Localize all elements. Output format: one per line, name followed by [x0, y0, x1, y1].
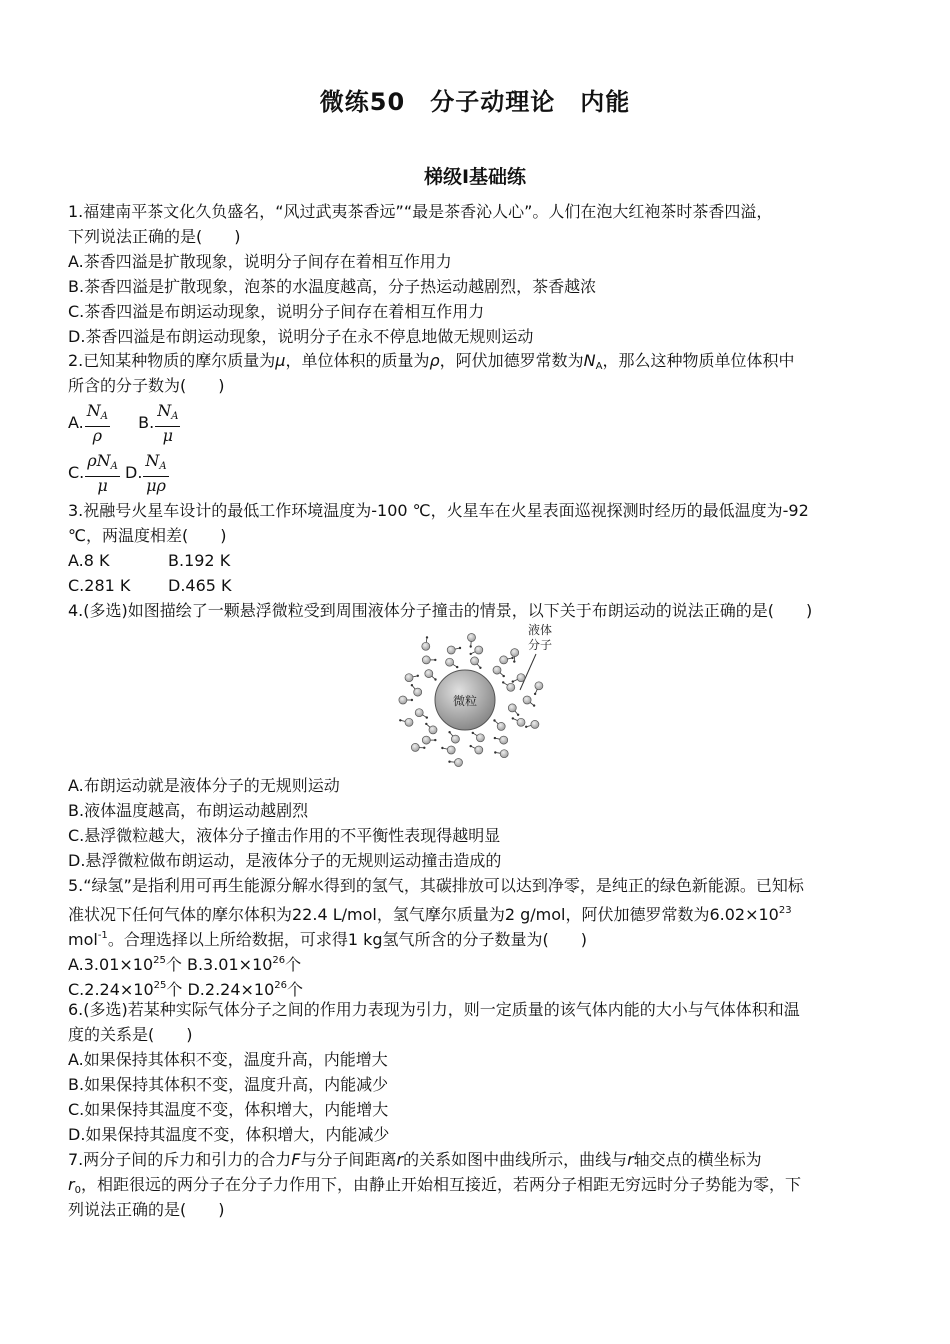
q6-option-a: A.如果保持其体积不变，温度升高，内能增大 — [68, 1050, 388, 1069]
q2-stem-line2: 所含的分子数为( ) — [68, 376, 225, 395]
molecule-arrow-head — [472, 732, 474, 734]
q5-option-d-exp: 26 — [274, 980, 288, 991]
q2-options-row1 — [68, 402, 180, 445]
molecule-arrow-head — [517, 714, 519, 716]
q2-option-c-label: C. — [68, 463, 85, 482]
q3-options-row2 — [68, 575, 232, 597]
q5-option-c: C.2.24×10 — [68, 980, 154, 999]
liquid-molecule — [523, 696, 531, 704]
q2-text-d: ，那么这种物质单位体积中 — [602, 351, 795, 370]
q7-var-r0: r — [68, 1175, 75, 1194]
q2-d-num: N — [145, 451, 160, 470]
q2-options-row2 — [68, 452, 169, 495]
liquid-molecule — [497, 722, 505, 730]
molecule-arrow-head — [456, 666, 458, 668]
q2-b-num: N — [157, 401, 172, 420]
q7-var-r: r — [396, 1150, 404, 1169]
q2-option-a-label: A. — [68, 413, 84, 432]
liquid-molecule — [475, 746, 483, 754]
q2-mu: μ — [275, 351, 286, 370]
q7-stem-line2 — [68, 1174, 801, 1202]
molecule-arrow-head — [426, 636, 428, 638]
q7-stem-line1 — [68, 1149, 762, 1171]
q5-option-a: A.3.01×10 — [68, 955, 154, 974]
q2-c-num: ρN — [87, 451, 111, 470]
q2-a-den: ρ — [92, 426, 103, 445]
liquid-molecule — [511, 649, 519, 657]
q5-line3-exponent: -1 — [97, 930, 108, 941]
q2-a-num-sub: A — [100, 411, 108, 422]
liquid-molecule — [517, 718, 525, 726]
q2-na: N — [583, 351, 596, 370]
q2-c-den: μ — [97, 476, 108, 495]
q3-option-c: C.281 K — [68, 576, 131, 595]
q2-text-b: ，单位体积的质量为 — [285, 351, 430, 370]
q5-line3-unit: mol — [68, 930, 98, 949]
q3-option-d: D.465 K — [168, 576, 232, 595]
q4-option-b: B.液体温度越高，布朗运动越剧烈 — [68, 801, 309, 820]
q5-line2-exponent: 23 — [778, 905, 792, 916]
molecule-arrow-head — [434, 678, 436, 680]
q5-option-b-exp: 26 — [272, 955, 286, 966]
q5-option-c-unit: 个 — [166, 980, 188, 999]
liquid-molecule — [414, 688, 422, 696]
q7-text-c: 的关系如图中曲线所示，曲线与 — [403, 1150, 628, 1169]
q2-d-den: μρ — [146, 476, 166, 495]
q4-stem-line1: 4.(多选)如图描绘了一颗悬浮微粒受到周围液体分子撞击的情景，以下关于布朗运动的说法正确的是( ) — [68, 601, 813, 620]
q7-text-a: 7.两分子间的斥力和引力的合力 — [68, 1150, 292, 1169]
q2-na-sub: A — [595, 361, 603, 372]
molecule-arrow-head — [479, 667, 481, 669]
brownian-diagram — [390, 620, 570, 770]
label-pointer-line — [520, 654, 536, 690]
q5-stem-line2 — [68, 900, 792, 926]
q3-stem-line2: ℃，两温度相差( ) — [68, 526, 227, 545]
liquid-molecule — [500, 750, 508, 758]
q5-stem-line1: 5.“绿氢”是指利用可再生能源分解水得到的氢气，其碳排放可以达到净零，是纯正的绿色新能源。已知标 — [68, 876, 804, 895]
molecule-arrow-head — [533, 704, 535, 706]
molecule-arrow-head — [470, 745, 472, 747]
q2-a-num: N — [86, 401, 101, 420]
q5-option-d: D.2.24×10 — [187, 980, 275, 999]
molecule-arrow-head — [525, 726, 527, 728]
q2-option-a-fraction — [85, 402, 110, 445]
liquid-molecule — [500, 736, 508, 744]
q2-c-num-sub: A — [110, 461, 118, 472]
molecule-arrow-head — [434, 659, 436, 661]
liquid-molecule — [517, 674, 525, 682]
liquid-molecule — [508, 704, 516, 712]
liquid-molecule — [507, 683, 515, 691]
q5-option-c-exp: 25 — [153, 980, 167, 991]
q7-var-r0-sub: 0 — [74, 1185, 81, 1196]
liquid-molecule — [535, 682, 543, 690]
molecule-arrow-head — [399, 719, 401, 721]
q2-option-d-label: D. — [125, 463, 143, 482]
q7-var-f: F — [291, 1150, 301, 1169]
liquid-molecule — [475, 646, 483, 654]
q1-option-b: B.茶香四溢是扩散现象，泡茶的水温度越高，分子热运动越剧烈，茶香越浓 — [68, 277, 597, 296]
molecule-arrow-head — [411, 684, 413, 686]
molecule-arrow-head — [493, 719, 495, 721]
q5-option-a-unit: 个 — [165, 955, 187, 974]
molecule-arrow-head — [423, 747, 425, 749]
q6-option-c: C.如果保持其温度不变，体积增大，内能增大 — [68, 1100, 389, 1119]
liquid-molecule — [399, 696, 407, 704]
liquid-molecule — [500, 656, 508, 664]
q2-rho: ρ — [429, 351, 440, 370]
liquid-molecule — [422, 656, 430, 664]
q6-option-b: B.如果保持其体积不变，温度升高，内能减少 — [68, 1075, 389, 1094]
q2-option-d-fraction — [143, 452, 168, 495]
liquid-molecule — [446, 658, 454, 666]
q2-stem-line1 — [68, 350, 794, 378]
q5-stem-line3 — [68, 925, 587, 951]
q3-stem-line1: 3.祝融号火星车设计的最低工作环境温度为-100 ℃，火星车在火星表面巡视探测时经历的最低温度为-92 — [68, 501, 809, 520]
molecule-label-line1: 液体 — [527, 623, 553, 637]
q6-option-d: D.如果保持其温度不变，体积增大，内能减少 — [68, 1125, 390, 1144]
q5-options-row2 — [68, 975, 303, 1001]
q7-line2-text: ，相距很远的两分子在分子力作用下，由静止开始相互接近，若两分子相距无穷远时分子势能为零，下 — [80, 1175, 801, 1194]
q1-option-d: D.茶香四溢是布朗运动现象，说明分子在永不停息地做无规则运动 — [68, 327, 534, 346]
q2-b-num-sub: A — [171, 411, 179, 422]
q2-option-b-label: B. — [138, 413, 155, 432]
q5-option-d-unit: 个 — [287, 980, 304, 999]
molecule-arrow-head — [459, 647, 461, 649]
molecule-arrow-head — [411, 699, 413, 701]
molecule-arrow-head — [512, 717, 514, 719]
liquid-molecule — [471, 657, 479, 665]
liquid-molecule — [531, 720, 539, 728]
section-heading: 梯级Ⅰ基础练 — [423, 166, 527, 188]
molecule-arrow-head — [494, 751, 496, 753]
molecule-arrow-head — [513, 660, 515, 662]
molecule-arrow-head — [512, 680, 514, 682]
q7-text-b: 与分子间距离 — [300, 1150, 397, 1169]
liquid-molecule — [429, 726, 437, 734]
q3-option-a: A.8 K — [68, 551, 110, 570]
q5-line3-text: 。合理选择以上所给数据，可求得1 kg氢气所含的分子数量为( ) — [107, 930, 587, 949]
liquid-molecule — [422, 642, 430, 650]
q6-stem-line1: 6.(多选)若某种实际气体分子之间的作用力表现为引力，则一定质量的该气体内能的大小与气体体积和温 — [68, 1000, 800, 1019]
q7-text-d: 轴交点的横坐标为 — [633, 1150, 762, 1169]
liquid-molecule — [415, 709, 423, 717]
q2-d-num-sub: A — [159, 461, 167, 472]
liquid-molecule — [447, 646, 455, 654]
molecule-arrow-head — [425, 723, 427, 725]
q2-b-den: μ — [162, 426, 174, 445]
q3-option-b: B.192 K — [168, 551, 231, 570]
liquid-molecule — [405, 718, 413, 726]
q2-text-c: ，阿伏加德罗常数为 — [439, 351, 584, 370]
q1-option-a: A.茶香四溢是扩散现象，说明分子间存在着相互作用力 — [68, 252, 452, 271]
molecule-arrow-head — [534, 693, 536, 695]
brownian-motion-figure — [390, 620, 570, 770]
q2-option-b-fraction — [155, 402, 180, 445]
q5-option-a-exp: 25 — [153, 955, 166, 966]
molecule-arrow-head — [470, 645, 472, 647]
molecule-arrow-head — [502, 681, 504, 683]
molecule-arrow-head — [511, 657, 513, 659]
q5-line2-text: 准状况下任何气体的摩尔体积为22.4 L/mol，氢气摩尔质量为2 g/mol，阿伏加德罗常数为6.02×10 — [68, 905, 779, 924]
q2-text-a: 2.已知某种物质的摩尔质量为 — [68, 351, 276, 370]
liquid-molecule — [451, 735, 459, 743]
q7-stem-line3: 列说法正确的是( ) — [68, 1200, 225, 1219]
liquid-molecule — [476, 734, 484, 742]
liquid-molecule — [455, 759, 463, 767]
q5-options-row1 — [68, 950, 301, 976]
liquid-molecule — [468, 634, 476, 642]
q7-var-r2: r — [627, 1150, 634, 1169]
q4-option-c: C.悬浮微粒越大，液体分子撞击作用的不平衡性表现得越明显 — [68, 826, 501, 845]
liquid-molecule — [405, 674, 413, 682]
liquid-molecule — [411, 743, 419, 751]
q1-option-c: C.茶香四溢是布朗运动现象，说明分子间存在着相互作用力 — [68, 302, 485, 321]
molecule-arrow-head — [503, 675, 505, 677]
q6-stem-line2: 度的关系是( ) — [68, 1025, 193, 1044]
liquid-molecule — [425, 670, 433, 678]
molecule-arrow-head — [434, 739, 436, 741]
q2-option-c-fraction — [85, 452, 120, 495]
molecule-arrow-head — [448, 731, 450, 733]
liquid-molecule — [447, 746, 455, 754]
q5-option-b-unit: 个 — [285, 955, 302, 974]
molecule-arrow-head — [417, 675, 419, 677]
molecule-arrow-head — [426, 716, 428, 718]
q1-stem-line2: 下列说法正确的是( ) — [68, 227, 241, 246]
q5-option-b: B.3.01×10 — [186, 955, 273, 974]
molecule-arrow-head — [494, 737, 496, 739]
q4-option-a: A.布朗运动就是液体分子的无规则运动 — [68, 776, 340, 795]
molecule-arrow-head — [441, 747, 443, 749]
particle-label: 微粒 — [452, 694, 478, 708]
q4-option-d: D.悬浮微粒做布朗运动，是液体分子的无规则运动撞击造成的 — [68, 851, 502, 870]
liquid-molecule — [422, 736, 430, 744]
molecule-arrow-head — [448, 761, 450, 763]
q1-stem-line1: 1.福建南平茶文化久负盛名，“风过武夷茶香远”“最是茶香沁人心”。人们在泡大红袍茶时茶香四溢， — [68, 202, 773, 221]
molecule-arrow-head — [470, 653, 472, 655]
molecule-label-line2: 分子 — [527, 638, 553, 652]
page-title: 微练50 分子动理论 内能 — [319, 88, 631, 116]
liquid-molecule — [493, 666, 501, 674]
q3-options-row1 — [68, 550, 230, 572]
